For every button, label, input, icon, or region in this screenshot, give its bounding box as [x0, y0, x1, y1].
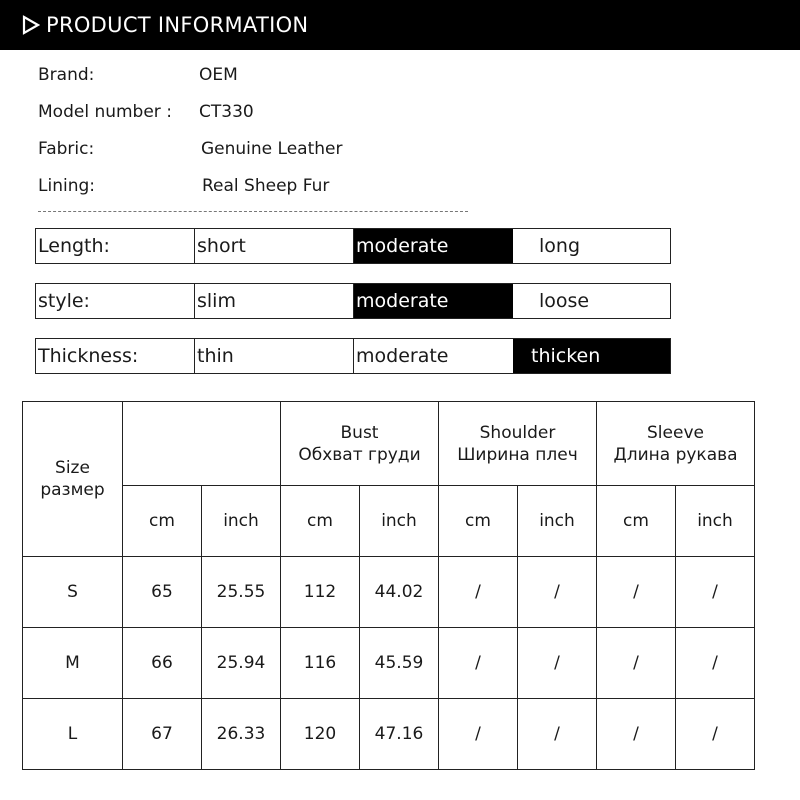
option-choice-selected: thicken — [513, 339, 670, 373]
table-cell: 65 — [123, 557, 202, 628]
info-value: CT330 — [199, 102, 254, 122]
size-cell: M — [23, 628, 123, 699]
info-value: Real Sheep Fur — [202, 176, 330, 196]
option-choice-selected: moderate — [354, 229, 513, 263]
section-header — [0, 0, 800, 50]
table-cell: / — [518, 557, 597, 628]
thickness-options — [35, 338, 671, 374]
table-unit-row — [23, 486, 755, 557]
info-row-model — [38, 97, 538, 127]
table-row — [23, 557, 755, 628]
table-cell: 25.55 — [202, 557, 281, 628]
sleeve-header-cell — [597, 402, 755, 486]
info-label: Lining: — [38, 176, 95, 196]
table-cell: / — [518, 699, 597, 770]
length-header-cell — [123, 402, 281, 486]
group-header-ru: Длина рукава — [613, 444, 738, 465]
table-cell: 45.59 — [360, 628, 439, 699]
size-header-ru: размер — [40, 480, 105, 500]
unit-cell: cm — [281, 486, 360, 557]
group-header-ru: Ширина плеч — [457, 444, 578, 465]
shoulder-header-cell — [439, 402, 597, 486]
group-header-ru: Обхват груди — [298, 444, 421, 465]
option-label: Thickness: — [36, 339, 195, 373]
table-cell: / — [676, 557, 755, 628]
unit-cell: inch — [676, 486, 755, 557]
option-choice: slim — [195, 284, 354, 318]
table-row — [23, 699, 755, 770]
size-header-en: Size — [55, 458, 90, 478]
table-cell: / — [439, 557, 518, 628]
table-cell: 25.94 — [202, 628, 281, 699]
option-label: Length: — [36, 229, 195, 263]
info-row-lining — [38, 171, 538, 201]
group-header-en: Shoulder — [479, 422, 556, 443]
table-cell: / — [676, 628, 755, 699]
table-cell: 47.16 — [360, 699, 439, 770]
info-row-fabric — [38, 134, 538, 164]
section-title: PRODUCT INFORMATION — [46, 13, 309, 37]
info-label: Fabric: — [38, 139, 95, 159]
size-cell: S — [23, 557, 123, 628]
table-cell: / — [597, 628, 676, 699]
table-cell: 112 — [281, 557, 360, 628]
info-value: Genuine Leather — [201, 139, 343, 159]
table-cell: 67 — [123, 699, 202, 770]
option-choice: moderate — [356, 345, 449, 367]
size-cell: L — [23, 699, 123, 770]
style-options — [35, 283, 671, 319]
group-header-en: Sleeve — [647, 422, 704, 443]
table-cell: 120 — [281, 699, 360, 770]
info-label: Model number : — [38, 102, 172, 122]
info-row-brand — [38, 60, 538, 90]
info-label: Brand: — [38, 65, 95, 85]
group-header-en: Bust — [340, 422, 379, 443]
unit-cell: inch — [360, 486, 439, 557]
unit-cell: cm — [439, 486, 518, 557]
table-row — [23, 628, 755, 699]
option-choice: thin — [195, 339, 354, 373]
dashed-divider — [38, 211, 468, 212]
play-triangle-icon — [22, 15, 40, 35]
bust-header-cell — [281, 402, 439, 486]
table-cell: 66 — [123, 628, 202, 699]
size-header-cell — [23, 402, 123, 557]
table-cell: / — [597, 557, 676, 628]
length-options — [35, 228, 671, 264]
table-cell: / — [439, 628, 518, 699]
table-cell: 44.02 — [360, 557, 439, 628]
option-label: style: — [36, 284, 195, 318]
option-choice: loose — [539, 290, 590, 312]
option-choice: long — [539, 235, 581, 257]
table-cell: / — [518, 628, 597, 699]
option-choice-selected: moderate — [354, 284, 513, 318]
table-header-row — [23, 402, 755, 486]
unit-cell: cm — [123, 486, 202, 557]
unit-cell: cm — [597, 486, 676, 557]
info-value: OEM — [199, 65, 238, 85]
table-cell: 26.33 — [202, 699, 281, 770]
table-cell: 116 — [281, 628, 360, 699]
table-cell: / — [597, 699, 676, 770]
table-cell: / — [439, 699, 518, 770]
unit-cell: inch — [202, 486, 281, 557]
option-choice: short — [195, 229, 354, 263]
size-chart-table — [22, 401, 755, 770]
table-cell: / — [676, 699, 755, 770]
unit-cell: inch — [518, 486, 597, 557]
